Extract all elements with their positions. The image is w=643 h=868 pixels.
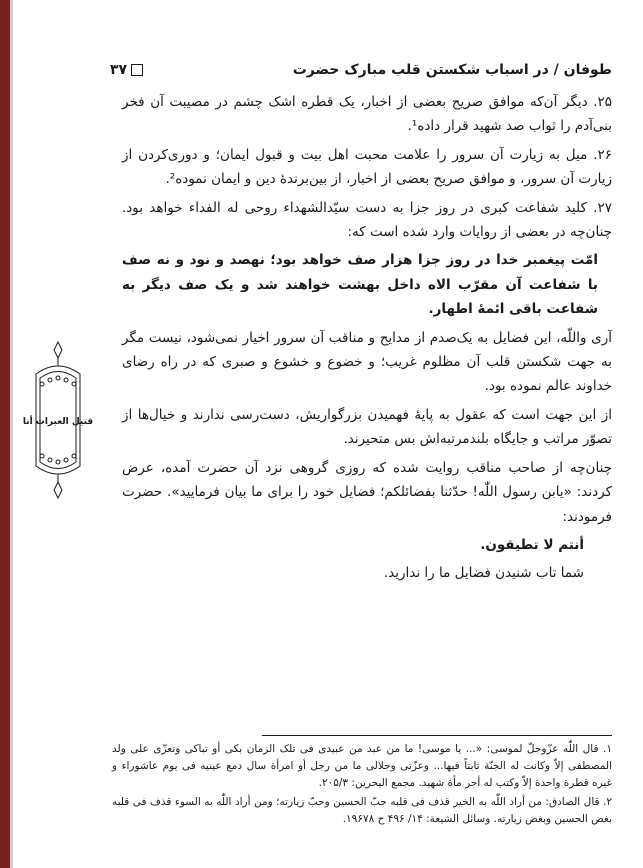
running-title: طوفان / در اسباب شکستن قلب مبارک حضرت [292, 62, 612, 78]
paragraph-minds: از این جهت است که عقول به پایهٔ فهمیدن بزرگواریش، دست‌رسی ندارند و خیال‌ها از تصوّر مراتب و جایگاه بلندمرتبه‌اش بس متحیرند. [122, 406, 612, 448]
ornament-text: قتیل العبرات أنا [22, 417, 94, 427]
page-mark-icon [131, 64, 143, 76]
quote-block: امّت پیغمبر خدا در روز جزا هزار صف خواهد بود؛ نهصد و نود و نه صف با شفاعت آن مقرّب الاه داخل بهشت خواهند شد و یک صف دیگر به شفاعت باقی ائمهٔ اطهار. [122, 252, 598, 318]
footnotes [112, 741, 612, 830]
page-body [122, 90, 612, 590]
footnote-2: ۲. قال الصادق: من أراد اللّٰه به الخیر قذف فی قلبه حبّ الحسین وحبّ زیارته؛ ومن أراد اللّٰه به السوء قذف فی قلبه بغض الحسین وبغض زیارته. وسائل الشیعة: ۱۴/ ۴۹۶ ح ۱۹۶۷۸. [112, 796, 612, 825]
footnote-separator [262, 735, 612, 736]
paragraph-27: ۲۷. کلید شفاعت کبری در روز جزا به دست سیّدالشهداء روحی له الفداء خواهد بود. چنان‌چه در بعضی از روایات وارد شده است که: [122, 199, 612, 241]
arabic-answer: أنتم لا تطیقون. [480, 536, 584, 553]
book-edge [0, 0, 10, 868]
answer-translation: شما تاب شنیدن فضایل ما را ندارید. [383, 565, 584, 582]
paragraph-26: ۲۶. میل به زیارت آن سرور را علامت محبت اهل بیت و قبول ایمان؛ و دوری‌کردن از زیارت آن سرور، و موافق صریح بعضی از اخبار، از بین‌برندهٔ دین و ایمان نموده². [122, 146, 612, 188]
paragraph-yes-by-god: آری واللّه، این فضایل به یک‌صدم از مدایح و مناقب آن سرور اخیار نمی‌شود، نیست مگر به جهت شکستن قلب آن مظلوم غریب؛ و خضوع و خشوع و صبری که در راه رضای خداوند عالم نموده بود. [122, 329, 612, 395]
page-number: ۳۷ [110, 62, 128, 78]
paragraph-25: ۲۵. دیگر آن‌که موافق صریح بعضی از اخبار، یک قطره اشک چشم در مصیبت آن فخر بنی‌آدم را ثواب صد شهید قرار داده¹. [122, 94, 612, 135]
footnote-1: ۱. قال اللّٰه عزّوجلّ لموسی: «... یا موسی! ما من عبد من عبیدی فی تلک الزمان بکی أو تباکی وتعزّی علی ولد المصطفی إلاّ وکانت له الجنّة ثابتاً فیها... وعزّتی وجلالی ما من رجل أو امرأة سال دمع عینیه فی یوم عاشوراء و غیره قطرة واحدة إلاّ وکتب له أجر مأة شهید. مجمع البحرین: ۲۰۵/۳. [112, 743, 612, 789]
page-number-group [110, 62, 147, 78]
paragraph-narration: چنان‌چه از صاحب مناقب روایت شده که روزی گروهی نزد آن حضرت آمده، عرض کردند: «یابن رسول اللّٰه! حدّثنا بفضائلکم؛ فضایل خود را برای ما بیان فرمایید». حضرت فرمودند: [122, 459, 612, 525]
running-header [110, 60, 612, 84]
book-edge-inner [10, 0, 13, 868]
calligraphy-ornament [22, 340, 94, 500]
